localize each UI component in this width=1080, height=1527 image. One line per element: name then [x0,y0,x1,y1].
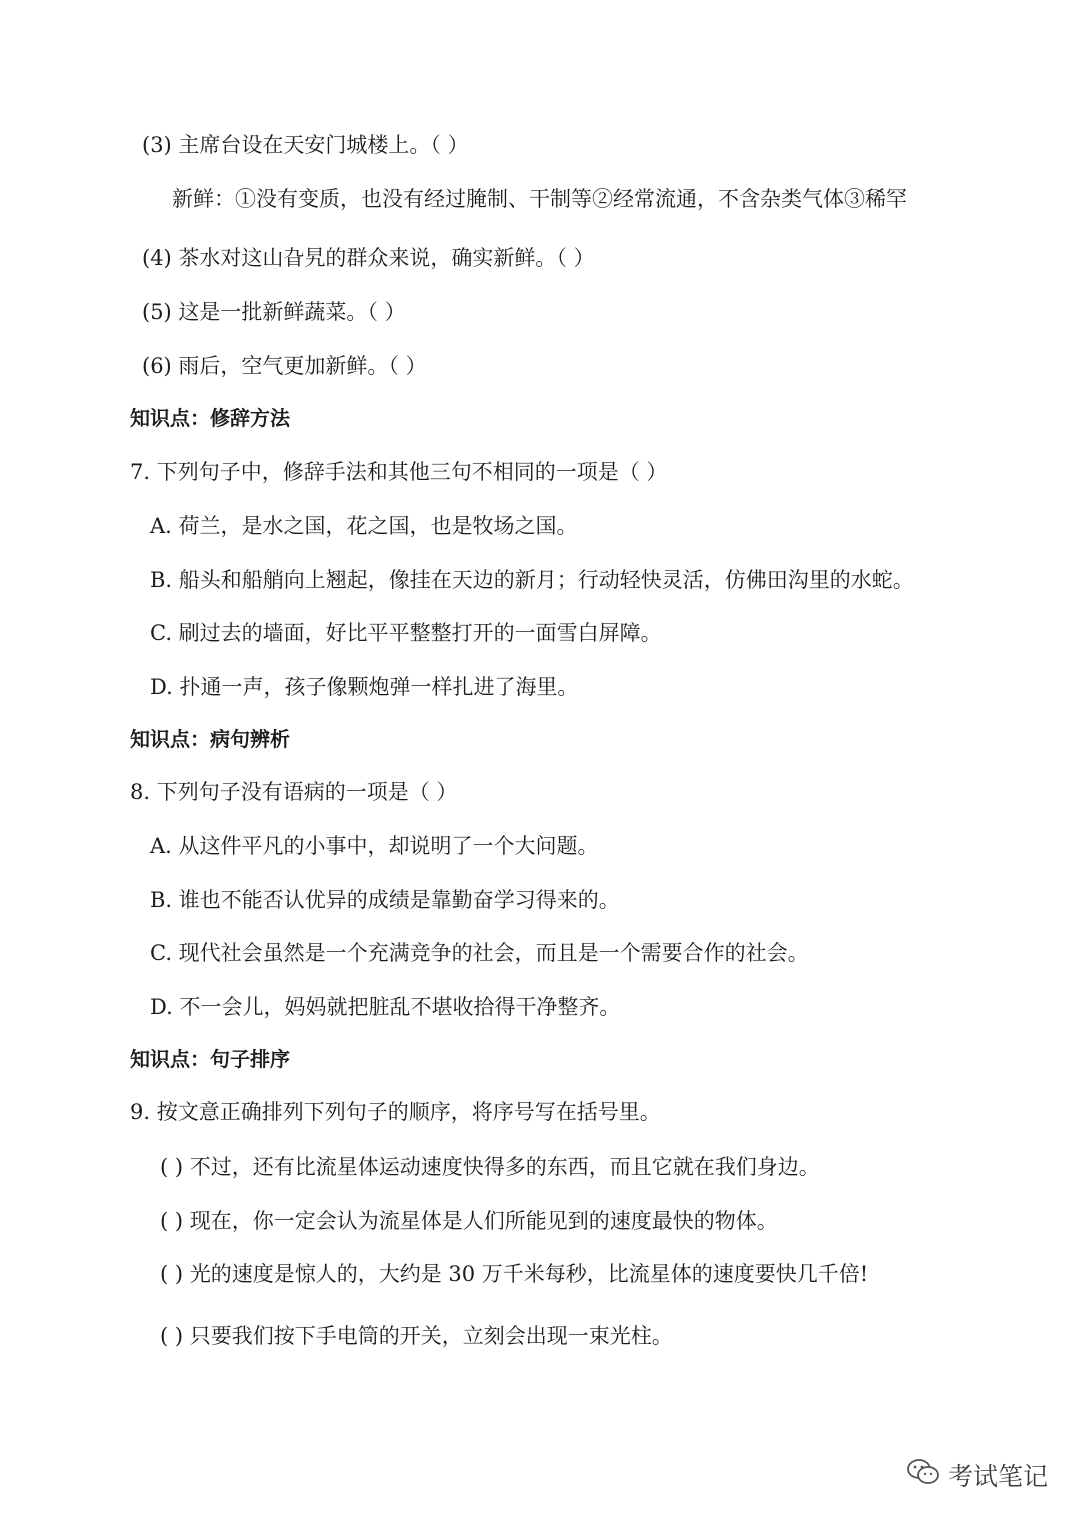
question-6-item-5: (5) 这是一批新鲜蔬菜。（ ） [142,300,406,324]
question-7-option-b: B. 船头和船艄向上翘起，像挂在天边的新月；行动轻快灵活，仿佛田沟里的水蛇。 [150,568,914,592]
question-7-stem: 7. 下列句子中，修辞手法和其他三句不相同的一项是（ ） [130,460,668,484]
question-6-item-3: (3) 主席台设在天安门城楼上。（ ） [142,133,469,157]
question-8-option-d: D. 不一会儿，妈妈就把脏乱不堪收拾得干净整齐。 [150,995,621,1019]
section-heading-rhetoric: 知识点：修辞方法 [130,406,290,430]
question-7-option-c: C. 刷过去的墙面，好比平平整整打开的一面雪白屏障。 [150,621,662,645]
question-9-sentence-4: ( ) 只要我们按下手电筒的开关，立刻会出现一束光柱。 [160,1324,673,1348]
watermark [906,1457,1048,1493]
question-8-option-c: C. 现代社会虽然是一个充满竞争的社会，而且是一个需要合作的社会。 [150,941,809,965]
question-6-item-4: (4) 茶水对这山旮旯的群众来说，确实新鲜。（ ） [142,246,595,270]
watermark-text: 考试笔记 [947,1462,1048,1491]
section-heading-sentence-errors: 知识点：病句辨析 [130,727,290,751]
section-heading-sentence-order: 知识点：句子排序 [130,1047,290,1071]
question-9-sentence-3: ( ) 光的速度是惊人的，大约是 30 万千米每秒，比流星体的速度要快几千倍! [160,1262,869,1286]
question-8-option-a: A. 从这件平凡的小事中，却说明了一个大问题。 [150,834,599,858]
wechat-icon [906,1458,940,1492]
question-7-option-a: A. 荷兰，是水之国，花之国，也是牧场之国。 [150,514,578,538]
question-9-sentence-1: ( ) 不过，还有比流星体运动速度快得多的东西，而且它就在我们身边。 [160,1155,820,1179]
question-7-option-d: D. 扑通一声，孩子像颗炮弹一样扎进了海里。 [150,675,579,699]
question-6-item-6: (6) 雨后，空气更加新鲜。（ ） [142,354,427,378]
question-6-definition: 新鲜：①没有变质，也没有经过腌制、干制等②经常流通，不含杂类气体③稀罕 [172,187,907,211]
question-8-stem: 8. 下列句子没有语病的一项是（ ） [130,780,458,804]
question-9-stem: 9. 按文意正确排列下列句子的顺序，将序号写在括号里。 [130,1100,661,1124]
question-9-sentence-2: ( ) 现在，你一定会认为流星体是人们所能见到的速度最快的物体。 [160,1209,778,1233]
question-8-option-b: B. 谁也不能否认优异的成绩是靠勤奋学习得来的。 [150,888,620,912]
